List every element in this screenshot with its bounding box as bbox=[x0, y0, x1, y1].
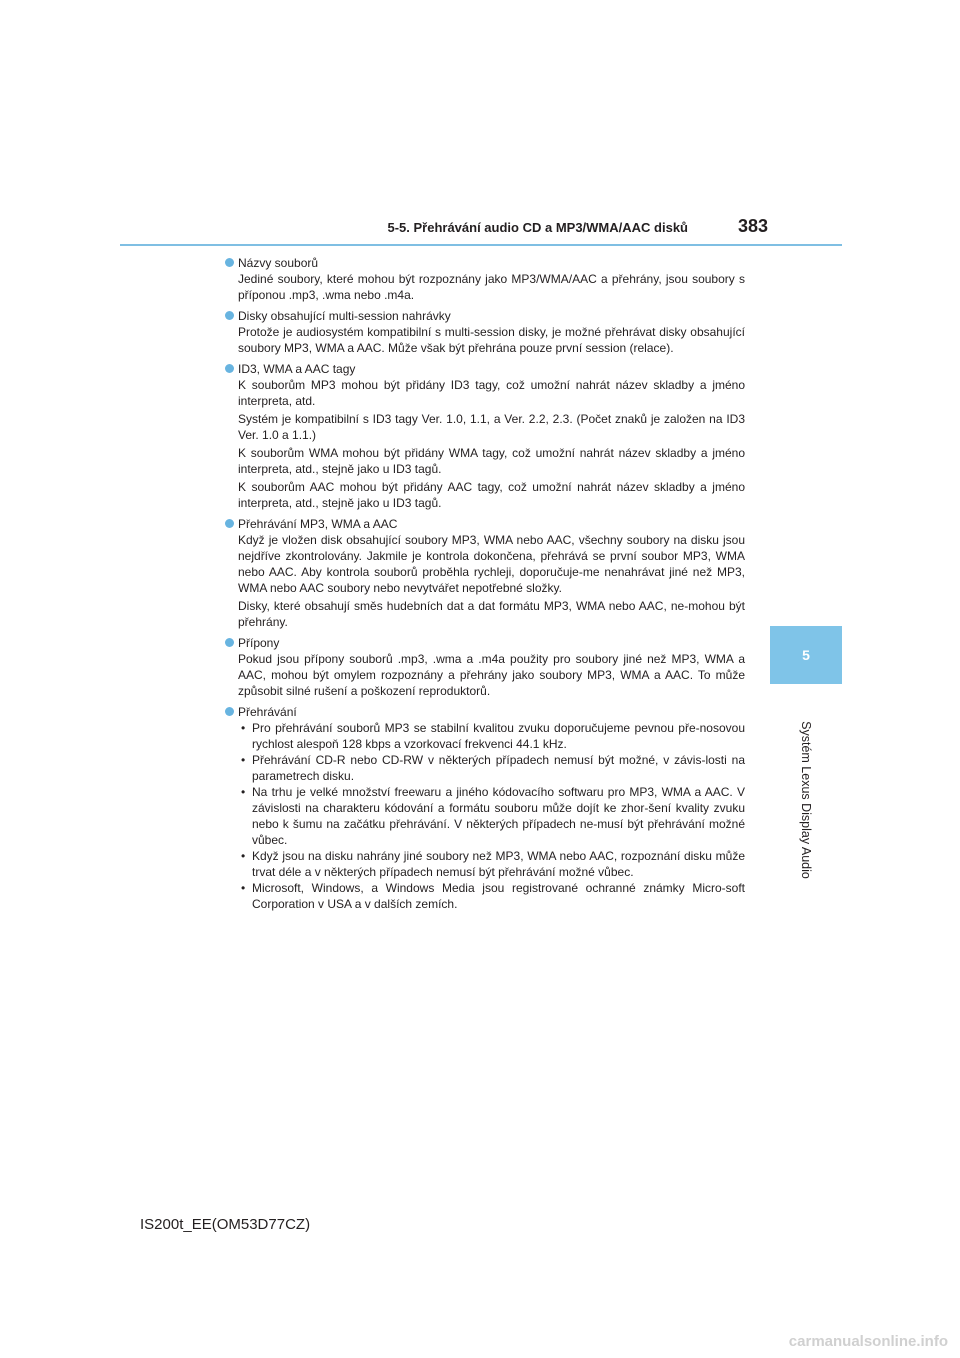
bullet-marker-icon: • bbox=[241, 785, 246, 799]
section-title: Názvy souborů bbox=[225, 255, 745, 271]
chapter-number: 5 bbox=[802, 647, 810, 663]
paragraph: Disky, které obsahují směs hudebních dat a dat formátu MP3, WMA nebo AAC, ne-mohou být přehrány. bbox=[238, 599, 745, 629]
bullet-dot-icon bbox=[225, 707, 234, 716]
section-title: ID3, WMA a AAC tagy bbox=[225, 361, 745, 377]
chapter-tab bbox=[770, 626, 842, 684]
bullet-marker-icon: • bbox=[241, 849, 246, 863]
section-tags bbox=[225, 361, 745, 511]
section-playback bbox=[225, 704, 745, 912]
bullet-marker-icon: • bbox=[241, 753, 246, 767]
page-number: 383 bbox=[738, 216, 769, 236]
page-header-title: 5-5. Přehrávání audio CD a MP3/WMA/AAC disků bbox=[387, 220, 688, 235]
paragraph: Systém je kompatibilní s ID3 tagy Ver. 1.0, 1.1, a Ver. 2.2, 2.3. (Počet znaků je založen na ID3 Ver. 1.0 a 1.1.) bbox=[238, 412, 745, 442]
bullet-dot-icon bbox=[225, 519, 234, 528]
bullet-dot-icon bbox=[225, 311, 234, 320]
bullet-dot-icon bbox=[225, 258, 234, 267]
section-title: Přípony bbox=[225, 635, 745, 651]
chapter-title: Systém Lexus Display Audio bbox=[799, 721, 813, 879]
bullet-dot-icon bbox=[225, 364, 234, 373]
section-title: Disky obsahující multi-session nahrávky bbox=[225, 308, 745, 324]
playback-notes-list bbox=[225, 720, 745, 912]
header-divider bbox=[120, 244, 842, 246]
section-title: Přehrávání MP3, WMA a AAC bbox=[225, 516, 745, 532]
paragraph: Protože je audiosystém kompatibilní s multi-session disky, je možné přehrávat disky obsahující soubory MP3, WMA a AAC. Může však být přehrána pouze první session (relace). bbox=[238, 325, 745, 355]
section-title: Přehrávání bbox=[225, 704, 745, 720]
list-item: • Když jsou na disku nahrány jiné soubory než MP3, WMA nebo AAC, rozpoznání disku může trvat déle a v některých případech nemusí být přehrávání možné vůbec. bbox=[241, 849, 745, 879]
chapter-side-label bbox=[770, 690, 842, 910]
model-code: IS200t_EE(OM53D77CZ) bbox=[140, 1216, 311, 1233]
main-content bbox=[225, 255, 745, 917]
paragraph: K souborům MP3 mohou být přidány ID3 tagy, což umožní nahrát název skladby a jméno interpreta, atd. bbox=[238, 378, 745, 408]
watermark: carmanualsonline.info bbox=[788, 1333, 948, 1350]
paragraph: Jediné soubory, které mohou být rozpoznány jako MP3/WMA/AAC a přehrány, jsou soubory s příponou .mp3, .wma nebo .m4a. bbox=[238, 272, 745, 302]
bullet-marker-icon: • bbox=[241, 721, 246, 735]
bullet-dot-icon bbox=[225, 638, 234, 647]
section-multi-session bbox=[225, 308, 745, 356]
bullet-marker-icon: • bbox=[241, 881, 246, 895]
section-file-names bbox=[225, 255, 745, 303]
paragraph: K souborům AAC mohou být přidány AAC tagy, což umožní nahrát název skladby a jméno interpreta, atd., stejně jako u ID3 tagů. bbox=[238, 480, 745, 510]
list-item: • Microsoft, Windows, a Windows Media jsou registrované ochranné známky Micro-soft Corporation v USA a v dalších zemích. bbox=[241, 881, 745, 911]
section-playback-formats bbox=[225, 516, 745, 630]
paragraph: Když je vložen disk obsahující soubory MP3, WMA nebo AAC, všechny soubory na disku jsou nejdříve zkontrolovány. Jakmile je kontrola dokončena, přehrává se první soubor MP3, WMA nebo AAC. Aby kontrola souborů proběhla rychleji, doporučuje-me nenahrávat jiné než MP3, WMA nebo AAC soubory nebo nevytvářet nepotřebné složky. bbox=[238, 533, 745, 595]
paragraph: Pokud jsou přípony souborů .mp3, .wma a .m4a použity pro soubory jiné než MP3, WMA a AAC, mohou být omylem rozpoznány a přehrány jako soubory MP3, WMA a AAC. To může způsobit silné rušení a poškození reproduktorů. bbox=[238, 652, 745, 698]
list-item: • Přehrávání CD-R nebo CD-RW v některých případech nemusí být možné, v závis-losti na parametrech disku. bbox=[241, 753, 745, 783]
section-extensions bbox=[225, 635, 745, 699]
list-item: • Pro přehrávání souborů MP3 se stabilní kvalitou zvuku doporučujeme pevnou pře-nosovou rychlost alespoň 128 kbps a vzorkovací frekvenci 44.1 kHz. bbox=[241, 721, 745, 751]
list-item: • Na trhu je velké množství freewaru a jiného kódovacího softwaru pro MP3, WMA a AAC. V závislosti na charakteru kódování a formátu souboru může dojít ke zhor-šení kvality zvuku nebo k šumu na začátku přehrávání. V některých případech ne-musí být přehrávání možné vůbec. bbox=[241, 785, 745, 847]
paragraph: K souborům WMA mohou být přidány WMA tagy, což umožní nahrát název skladby a jméno interpreta, atd., stejně jako u ID3 tagů. bbox=[238, 446, 745, 476]
